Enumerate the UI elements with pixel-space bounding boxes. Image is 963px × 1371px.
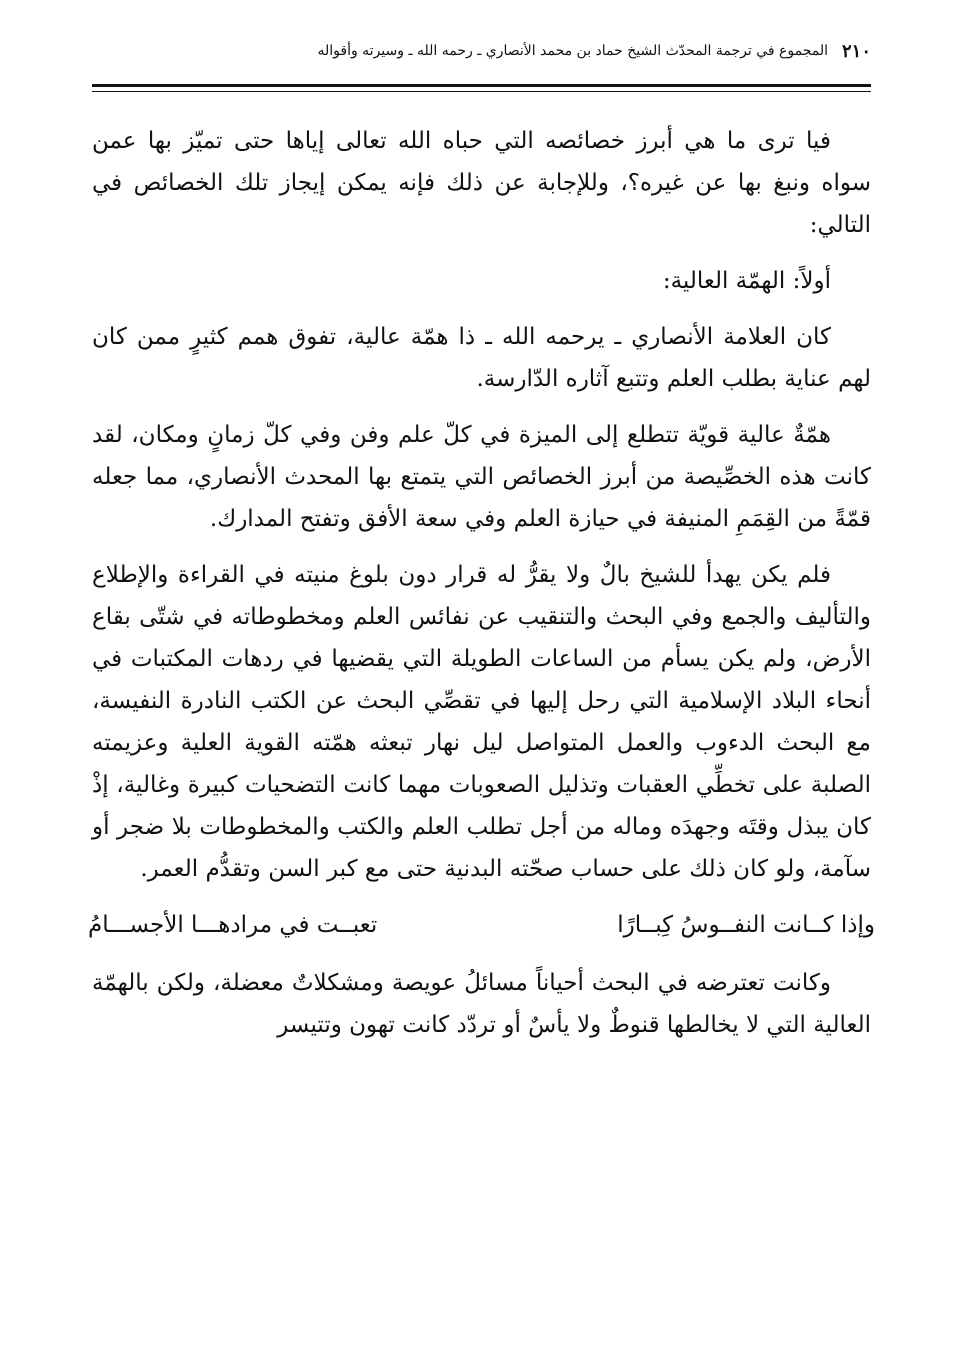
header-rule-thin xyxy=(92,91,871,92)
verse-hemistich-first: وإذا كــانت النفــوسُ كِبــارًا xyxy=(617,912,875,938)
section-heading: أولاً: الهمّة العالية: xyxy=(662,268,831,294)
page-number: ٢١٠ xyxy=(841,40,871,62)
verse-hemistich-second: تعبــت في مرادهـــا الأجســـامُ xyxy=(88,912,378,938)
paragraph-intro: فيا ترى ما هي أبرز خصائصه التي حباه الله تعالى إياها حتى تميّز بها عمن سواه ونبغ بها عن غيره؟، وللإجابة عن ذلك فإنه يمكن إيجاز تلك الخصائص في التالي: xyxy=(92,128,871,238)
paragraph-difficulties: وكانت تعترضه في البحث أحياناً مسائلُ عويصة ومشكلاتٌ معضلة، ولكن بالهمّة العالية التي لا يخالطها قنوطٌ ولا يأسٌ أو تردّد كانت تهون وتتيسر xyxy=(92,970,871,1038)
poetry-verse xyxy=(88,904,875,946)
body-text xyxy=(88,120,875,1060)
header-rule-thick xyxy=(92,84,871,87)
paragraph-high-ambition: كان العلامة الأنصاري ـ يرحمه الله ـ ذا همّة عالية، تفوق همم كثيرٍ ممن كان لهم عناية بطلب العلم وتتبع آثاره الدّارسة. xyxy=(92,324,871,392)
paragraph-research: فلم يكن يهدأ للشيخ بالٌ ولا يقرُّ له قرار دون بلوغ منيته في القراءة والإطلاع والتأليف والجمع وفي البحث والتنقيب عن نفائس العلم ومخطوطاته في شتّى بقاع الأرض، ولم يكن يسأم من الساعات الطويلة التي يقضيها في ردهات المكتبات في أنحاء البلاد الإسلامية التي رحل إليها في تقصِّي البحث عن الكتب النادرة النفيسة، مع البحث الدءوب والعمل المتواصل ليل نهار تبعثه همّته القوية العلية وعزيمته الصلبة على تخطِّي العقبات وتذليل الصعوبات مهما كانت التضحيات كبيرة وغالية، إذْ كان يبذل وقتَه وجهدَه وماله من أجل تطلب العلم والكتب والمخطوطات بلا ضجر أو سآمة، ولو كان ذلك على حساب صحّته البدنية حتى مع كبر السن وتقدُّم العمر. xyxy=(92,562,871,882)
running-title: المجموع في ترجمة المحدّث الشيخ حماد بن محمد الأنصاري ـ رحمه الله ـ وسيرته وأقواله xyxy=(317,43,828,59)
page-header xyxy=(92,36,871,66)
paragraph-strong-ambition: همّةٌ عالية قويّة تتطلع إلى الميزة في كلّ علم وفن وفي كلّ زمانٍ ومكان، لقد كانت هذه الخصِّيصة من أبرز الخصائص التي يتمتع بها المحدث الأنصاري، مما جعله قمّةً من القِمَمِ المنيفة في حيازة العلم وفي سعة الأفق وتفتح المدارك. xyxy=(92,422,871,532)
